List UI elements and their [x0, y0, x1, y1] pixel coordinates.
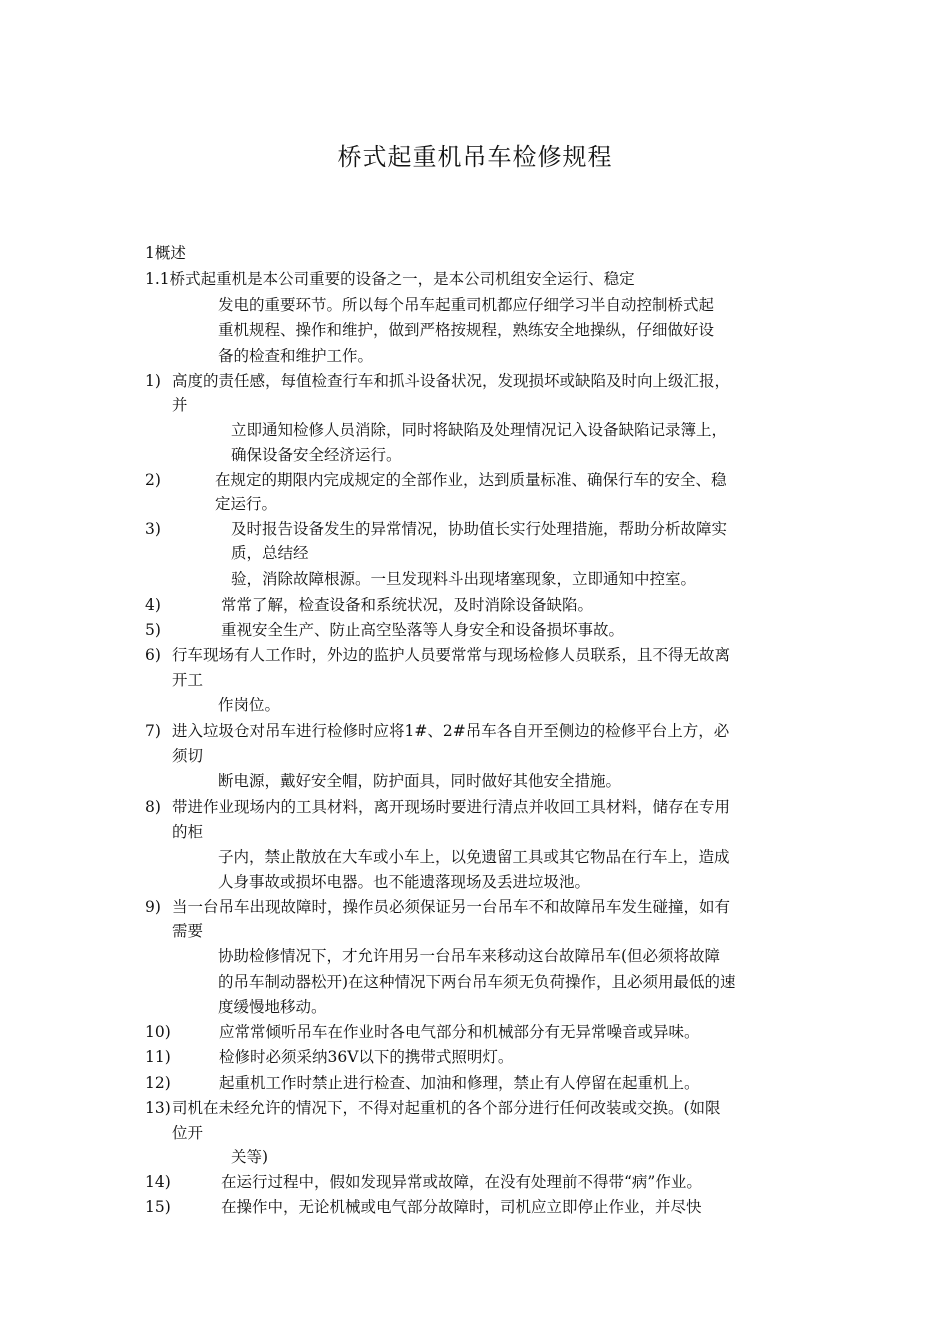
item-number: 11) — [145, 1048, 171, 1066]
item-line: 在运行过程中，假如发现异常或故障，在没有处理前不得带“病”作业。 — [221, 1173, 702, 1191]
item-number: 12) — [145, 1074, 171, 1092]
item-line: 当一台吊车出现故障时，操作员必须保证另一台吊车不和故障吊车发生碰撞，如有 — [172, 898, 731, 916]
item-line: 司机在未经允许的情况下，不得对起重机的各个部分进行任何改装或交换。(如限 — [172, 1099, 721, 1117]
item-line: 的吊车制动器松开)在这种情况下两台吊车须无负荷操作，且必须用最低的速 — [218, 973, 736, 991]
item-number: 14) — [145, 1173, 171, 1191]
item-number: 10) — [145, 1023, 171, 1041]
document-title: 桥式起重机吊车检修规程 — [337, 143, 613, 171]
item-line: 位开 — [172, 1124, 204, 1142]
item-line: 定运行。 — [215, 495, 278, 513]
item-line: 开工 — [172, 671, 204, 689]
item-line: 须切 — [172, 747, 204, 765]
item-number: 2) — [145, 471, 161, 489]
item-line: 断电源，戴好安全帽，防护面具，同时做好其他安全措施。 — [218, 772, 622, 790]
item-line: 关等) — [231, 1148, 269, 1166]
item-line: 确保设备安全经济运行。 — [231, 446, 402, 464]
item-line: 度缓慢地移动。 — [218, 998, 327, 1016]
item-line: 在规定的期限内完成规定的全部作业，达到质量标准、确保行车的安全、稳 — [215, 471, 727, 489]
item-line: 人身事故或损坏电器。也不能遗落现场及丢进垃圾池。 — [218, 873, 591, 891]
item-number: 5) — [145, 621, 161, 639]
item-number: 13) — [145, 1099, 171, 1117]
item-number: 3) — [145, 520, 161, 538]
item-line: 协助检修情况下，才允许用另一台吊车来移动这台故障吊车(但必须将故障 — [218, 947, 721, 965]
item-line: 及时报告设备发生的异常情况，协助值长实行处理措施，帮助分析故障实 — [231, 520, 728, 538]
section-heading: 1概述 — [145, 244, 186, 262]
item-line: 立即通知检修人员消除，同时将缺陷及处理情况记入设备缺陷记录簿上， — [231, 421, 728, 439]
item-line: 重视安全生产、防止高空坠落等人身安全和设备损坏事故。 — [221, 621, 625, 639]
item-number: 4) — [145, 596, 161, 614]
item-line: 子内，禁止散放在大车或小车上，以免遗留工具或其它物品在行车上，造成 — [218, 848, 730, 866]
item-line: 检修时必须采纳36V以下的携带式照明灯。 — [219, 1048, 514, 1066]
item-line: 带进作业现场内的工具材料，离开现场时要进行清点并收回工具材料，储存在专用 — [172, 798, 731, 816]
item-line: 应常常倾听吊车在作业时各电气部分和机械部分有无异常噪音或异味。 — [219, 1023, 700, 1041]
item-line: 进入垃圾仓对吊车进行检修时应将1#、2#吊车各自开至侧边的检修平台上方，必 — [172, 722, 730, 740]
item-number: 9) — [145, 898, 161, 916]
item-line: 的柜 — [172, 823, 204, 841]
paragraph-line: 发电的重要环节。所以每个吊车起重司机都应仔细学习半自动控制桥式起 — [218, 296, 715, 314]
item-number: 8) — [145, 798, 161, 816]
item-line: 质，总结经 — [231, 544, 309, 562]
item-line: 高度的责任感，每值检查行车和抓斗设备状况，发现损坏或缺陷及时向上级汇报， — [172, 372, 731, 390]
paragraph-line: 1.1桥式起重机是本公司重要的设备之一，是本公司机组安全运行、稳定 — [145, 270, 635, 288]
item-number: 1) — [145, 372, 161, 390]
item-number: 7) — [145, 722, 161, 740]
item-number: 6) — [145, 646, 161, 664]
item-line: 验，消除故障根源。一旦发现料斗出现堵塞现象，立即通知中控室。 — [231, 570, 697, 588]
item-line: 并 — [172, 396, 188, 414]
item-line: 在操作中，无论机械或电气部分故障时，司机应立即停止作业，并尽快 — [221, 1198, 702, 1216]
item-line: 需要 — [172, 922, 204, 940]
paragraph-line: 备的检查和维护工作。 — [218, 347, 374, 365]
item-line: 常常了解，检查设备和系统状况，及时消除设备缺陷。 — [221, 596, 594, 614]
item-number: 15) — [145, 1198, 171, 1216]
paragraph-line: 重机规程、操作和维护，做到严格按规程，熟练安全地操纵，仔细做好设 — [218, 321, 715, 339]
item-line: 作岗位。 — [218, 696, 281, 714]
item-line: 行车现场有人工作时，外边的监护人员要常常与现场检修人员联系，且不得无故离 — [172, 646, 731, 664]
item-line: 起重机工作时禁止进行检查、加油和修理，禁止有人停留在起重机上。 — [219, 1074, 700, 1092]
